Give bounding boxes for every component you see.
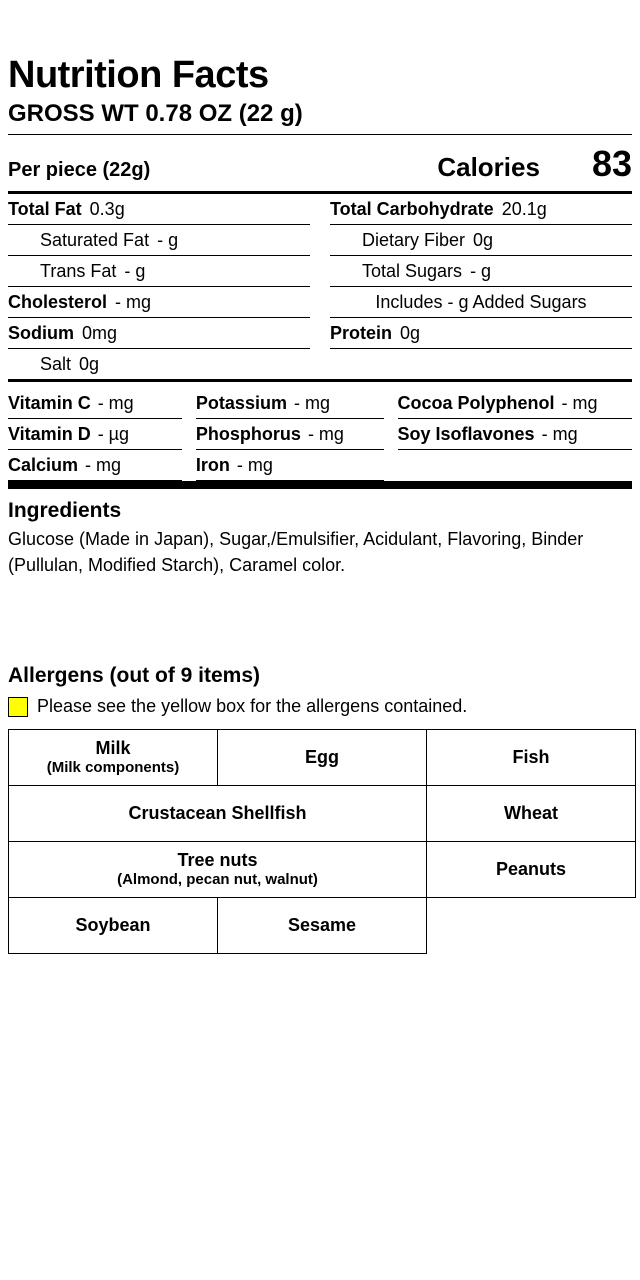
nutrient-column-right — [320, 194, 632, 379]
allergen-cell-wheat: Wheat — [427, 786, 636, 842]
vitamin-cell — [398, 419, 632, 450]
nutrient-value: 20.1g — [501, 198, 547, 219]
allergen-cell-milk — [9, 730, 218, 786]
vitamin-value: - µg — [97, 423, 130, 444]
vitamin-value: - mg — [236, 454, 273, 475]
allergen-cell-sesame: Sesame — [218, 898, 427, 954]
vitamin-value: - mg — [293, 392, 330, 413]
nutrient-name: Trans Fat — [40, 260, 117, 281]
serving-calories-row — [8, 135, 632, 191]
serving-size: Per piece (22g) — [8, 158, 151, 181]
nutrient-row — [330, 194, 632, 225]
nutrient-name: Total Fat — [8, 198, 82, 219]
divider-under-vitamins — [8, 481, 632, 489]
nutrient-name: Total Sugars — [362, 260, 463, 281]
nutrient-row — [330, 225, 632, 256]
yellow-box-icon — [8, 697, 28, 717]
allergen-cell-crustacean-shellfish: Crustacean Shellfish — [9, 786, 427, 842]
nutrient-row — [330, 287, 632, 318]
nutrient-value: - g — [157, 229, 179, 250]
table-row — [9, 730, 636, 786]
allergen-cell-empty — [427, 898, 636, 954]
vitamin-name: Iron — [195, 454, 230, 475]
vitamin-value: - mg — [85, 454, 122, 475]
vitamin-value: - mg — [561, 392, 598, 413]
nutrient-row — [8, 318, 310, 349]
nutrient-value: - g — [124, 260, 146, 281]
nutrient-value: 0g — [79, 353, 100, 374]
nutrient-value: - g — [470, 260, 492, 281]
vitamin-cell — [398, 388, 632, 419]
allergens-table — [8, 729, 636, 954]
allergen-cell-fish: Fish — [427, 730, 636, 786]
vitamin-row — [8, 388, 632, 419]
vitamin-name: Potassium — [195, 392, 287, 413]
allergens-note — [8, 696, 632, 717]
ingredients-heading: Ingredients — [8, 498, 122, 522]
vitamin-row — [8, 450, 632, 481]
nutrient-name: Total Carbohydrate — [330, 198, 494, 219]
allergen-sublabel: (Almond, pecan nut, walnut) — [117, 871, 318, 889]
nutrient-value: 0g — [473, 229, 494, 250]
allergen-cell-egg: Egg — [218, 730, 427, 786]
nutrient-row — [330, 318, 632, 349]
allergens-heading: Allergens (out of 9 items) — [8, 664, 261, 688]
nutrient-row — [330, 256, 632, 287]
vitamin-name: Soy Isoflavones — [397, 423, 535, 444]
allergen-cell-tree-nuts — [9, 842, 427, 898]
vitamin-cell — [196, 419, 384, 450]
nutrient-name: Cholesterol — [8, 291, 108, 312]
nutrient-row — [8, 256, 310, 287]
table-row — [9, 786, 636, 842]
allergens-section — [8, 664, 632, 954]
vitamin-block — [8, 382, 632, 481]
vitamin-value: - mg — [541, 423, 578, 444]
vitamin-cell — [196, 450, 384, 481]
vitamin-name: Calcium — [8, 454, 79, 475]
nutrient-row — [8, 349, 310, 379]
vitamin-name: Phosphorus — [195, 423, 301, 444]
table-row — [9, 898, 636, 954]
nutrient-row — [8, 287, 310, 318]
vitamin-cell — [196, 388, 384, 419]
nutrient-column-left — [8, 194, 320, 379]
allergen-label: Milk — [95, 737, 131, 758]
allergens-note-text: Please see the yellow box for the allergens contained. — [37, 696, 468, 717]
net-weight: GROSS WT 0.78 OZ (22 g) — [8, 99, 303, 127]
nutrient-value: 0.3g — [89, 198, 125, 219]
vitamin-value: - mg — [307, 423, 344, 444]
allergen-label: Tree nuts — [177, 849, 258, 870]
allergen-sublabel: (Milk components) — [46, 759, 180, 777]
nutrient-row-spacer — [330, 349, 632, 379]
nutrient-name: Salt — [40, 353, 72, 374]
nutrient-name: Dietary Fiber — [362, 229, 466, 250]
nutrient-value: 0mg — [82, 322, 118, 343]
nutrient-row — [8, 225, 310, 256]
vitamin-cell-empty — [398, 450, 632, 481]
vitamin-cell — [8, 388, 182, 419]
ingredients-text: Glucose (Made in Japan), Sugar,/Emulsifier, Acidulant, Flavoring, Binder (Pullulan, Modified Starch), Caramel color. — [8, 528, 584, 575]
nutrient-value: - mg — [115, 291, 152, 312]
allergen-cell-soybean: Soybean — [9, 898, 218, 954]
vitamin-cell — [8, 419, 182, 450]
vitamin-row — [8, 419, 632, 450]
calories-label: Calories — [437, 151, 540, 182]
page-title: Nutrition Facts — [8, 54, 269, 96]
nutrient-name: Includes - g Added Sugars — [375, 291, 587, 312]
vitamin-name: Cocoa Polyphenol — [397, 392, 555, 413]
allergen-cell-peanuts: Peanuts — [427, 842, 636, 898]
nutrient-name: Sodium — [8, 322, 74, 343]
nutrient-name: Saturated Fat — [40, 229, 150, 250]
vitamin-value: - mg — [97, 392, 134, 413]
nutrient-row — [8, 194, 310, 225]
calories-group — [437, 143, 632, 185]
nutrient-value: 0g — [400, 322, 421, 343]
table-row — [9, 842, 636, 898]
vitamin-cell — [8, 450, 182, 481]
nutrient-name: Protein — [330, 322, 393, 343]
vitamin-name: Vitamin C — [8, 392, 91, 413]
vitamin-name: Vitamin D — [8, 423, 91, 444]
calories-value: 83 — [591, 142, 632, 184]
nutrient-columns — [8, 194, 632, 379]
